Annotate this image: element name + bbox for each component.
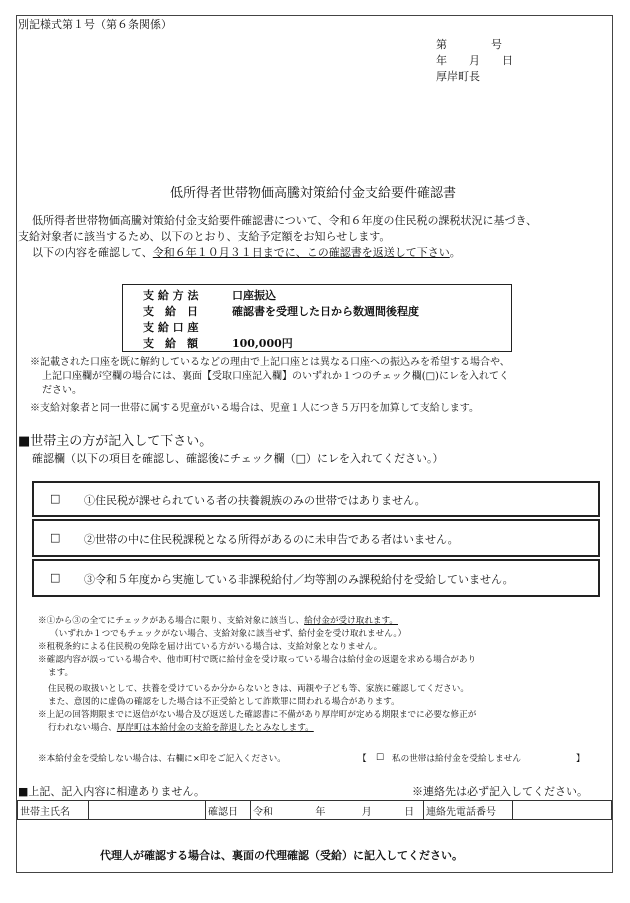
check-box-3[interactable]: □ [50, 571, 61, 584]
note-account-2: 上記口座欄が空欄の場合には、裏面【受取口座記入欄】のいずれか１つのチェック欄(□)にレを入れてく [42, 371, 509, 382]
note-refund-2: ます。 [48, 668, 74, 678]
decline-checkbox[interactable]: □ [376, 752, 385, 762]
note-deadline-prefix: 行われない場合、 [48, 723, 117, 733]
note-dependents: 住民税の取扱いとして、扶養を受けているか分からないときは、両親や子ども等、家族に確認してください。 [48, 684, 469, 694]
decline-instruction: ※本給付金を受給しない場合は、右欄に×印をご記入ください。 [38, 754, 286, 764]
payment-account-label: 支 給 口 座 [143, 321, 199, 334]
payment-method-label: 支 給 方 法 [143, 289, 199, 302]
intro-line-3-prefix: 以下の内容を確認して、 [32, 246, 153, 259]
date-line: 年 月 日 [436, 54, 513, 67]
note-ineligible: （いずれか１つでもチェックがない場合、支給対象に該当せず、給付金を受け取れません。） [50, 629, 407, 639]
note-fraud: また、意図的に虚偽の確認をした場合は不正受給として詐欺罪に問われる場合があります。 [48, 697, 400, 707]
note-deadline-emph: 厚岸町は本給付金の支給を辞退したとみなします。 [116, 723, 314, 733]
payment-date-value: 確認書を受理した日から数週間後程度 [232, 305, 419, 318]
note-deadline-2 [48, 721, 314, 733]
note-account-1: ※記載された口座を既に解約しているなどの理由で上記口座とは異なる口座への振込みを希望する場合や、 [30, 357, 510, 368]
date-input[interactable] [251, 801, 424, 820]
form-label: 別記様式第１号（第６条関係） [18, 18, 172, 31]
check-label-2: ②世帯の中に住民税課税となる所得があるのに未申告である者はいません。 [84, 533, 459, 546]
intro-line-2: 支給対象者に該当するため、以下のとおり、支給予定額をお知らせします。 [18, 230, 391, 243]
note-tax-treaty: ※租税条約による住民税の免除を届け出ている方がいる場合は、支給対象となりません。 [38, 642, 383, 652]
proxy-note: 代理人が確認する場合は、裏面の代理確認（受給）に記入してください。 [100, 849, 463, 862]
check-label-1: ①住民税が課せられている者の扶養親族のみの世帯ではありません。 [84, 494, 426, 507]
decline-bracket-open: 【 [358, 754, 367, 764]
payment-date-label: 支 給 日 [143, 305, 198, 318]
note-deadline-1: ※上記の回答期限までに返信がない場合及び返送した確認書に不備があり厚岸町が定める期限までに必要な修正が [38, 710, 477, 720]
check-row-1[interactable] [32, 481, 600, 517]
contact-note: ※連絡先は必ず記入してください。 [412, 785, 588, 798]
year-label: 年 [315, 806, 326, 818]
date-label: 確認日 [206, 801, 251, 820]
note-eligible-emph: 給付金が受け取れます。 [304, 616, 398, 626]
month-label: 月 [361, 806, 372, 818]
name-label: 世帯主氏名 [18, 801, 89, 820]
note-account-3: ださい。 [42, 385, 82, 396]
section-title: ■世帯主の方が記入して下さい。 [18, 434, 213, 449]
intro-line-3 [32, 244, 461, 260]
number-line: 第 号 [436, 38, 502, 51]
check-row-2[interactable] [32, 519, 600, 557]
era-label: 令和 [253, 806, 273, 818]
note-eligible [38, 614, 398, 626]
name-input[interactable] [89, 801, 206, 820]
confirm-heading: ■上記、記入内容に相違ありません。 [18, 785, 206, 798]
section-subtitle: 確認欄（以下の項目を確認し、確認後にチェック欄（□）にレを入れてください。） [32, 452, 444, 465]
phone-label: 連絡先電話番号 [424, 801, 513, 820]
note-eligible-prefix: ※①から③の全てにチェックがある場合に限り、支給対象に該当し、 [38, 616, 305, 626]
check-box-1[interactable]: □ [50, 492, 61, 505]
confirm-table [17, 800, 612, 820]
note-child: ※支給対象者と同一世帯に属する児童がいる場合は、児童１人につき５万円を加算して支給します。 [30, 403, 479, 414]
note-refund-1: ※確認内容が誤っている場合や、他市町村で既に給付金を受け取っている場合は給付金の返還を求める場合があり [38, 655, 477, 665]
document-title: 低所得者世帯物価高騰対策給付金支給要件確認書 [170, 186, 457, 201]
check-label-3: ③令和５年度から実施している非課税給付／均等割のみ課税給付を受給していません。 [84, 573, 514, 586]
intro-line-3-suffix: 。 [449, 246, 461, 259]
payment-amount-label: 支 給 額 [143, 337, 198, 350]
issuer: 厚岸町長 [436, 70, 480, 83]
return-deadline: 令和６年１０月３１日までに、この確認書を返送して下さい [152, 246, 450, 259]
payment-amount-value: 100,000円 [232, 337, 293, 350]
day-label: 日 [404, 806, 415, 818]
phone-input[interactable] [513, 801, 612, 820]
decline-option: 私の世帯は給付金を受給しません [392, 754, 521, 764]
check-row-3[interactable] [32, 559, 600, 597]
check-box-2[interactable]: □ [50, 531, 61, 544]
intro-line-1: 低所得者世帯物価高騰対策給付金支給要件確認書について、令和６年度の住民税の課税状況に基づき、 [32, 214, 538, 227]
decline-bracket-close: 】 [576, 754, 585, 764]
payment-method-value: 口座振込 [232, 289, 276, 302]
